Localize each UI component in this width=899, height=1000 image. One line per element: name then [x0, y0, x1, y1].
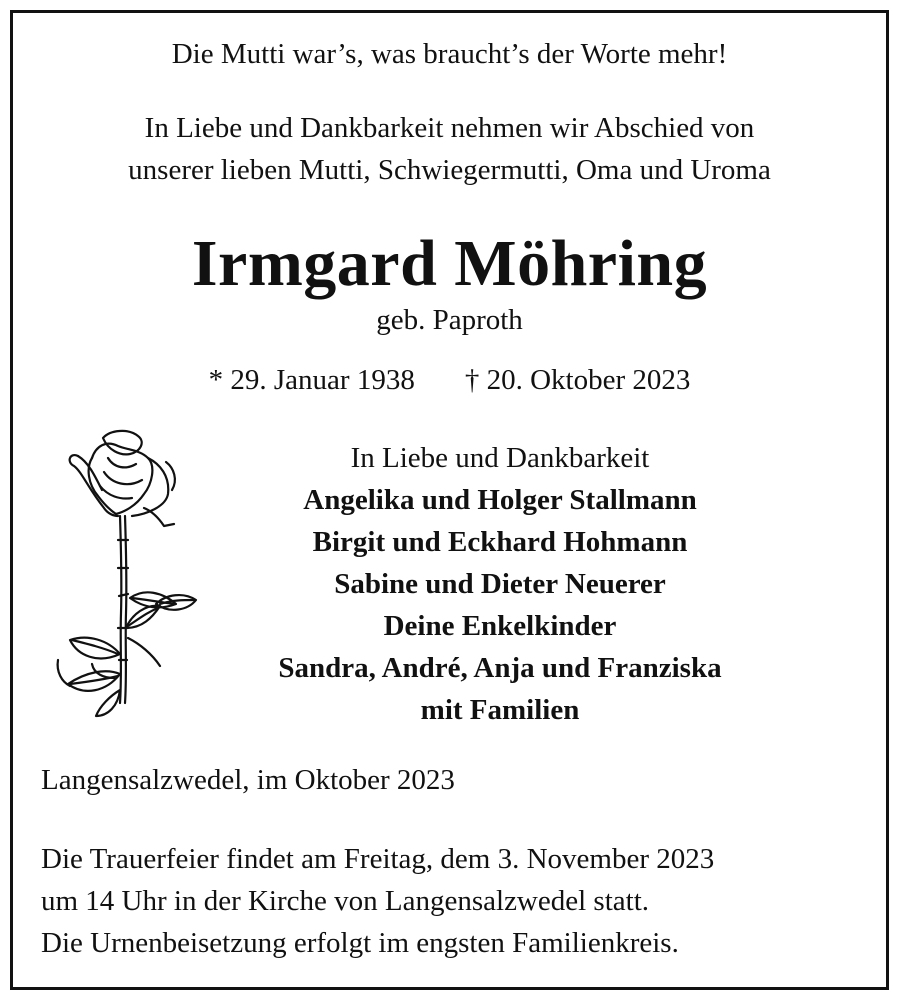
- service-info: [41, 838, 714, 964]
- mourner-line: Sabine und Dieter Neuerer: [334, 568, 666, 600]
- service-line: Die Urnenbeisetzung erfolgt im engsten Familienkreis.: [41, 927, 679, 959]
- birth-date: * 29. Januar 1938: [208, 364, 415, 396]
- service-line: um 14 Uhr in der Kirche von Langensalzwedel statt.: [41, 885, 650, 917]
- death-date: † 20. Oktober 2023: [464, 364, 691, 396]
- mourners-block: [200, 437, 800, 731]
- life-dates: [0, 362, 899, 398]
- intro-line-2: unserer lieben Mutti, Schwiegermutti, Oma und Uroma: [128, 154, 771, 186]
- mourner-line: Angelika und Holger Stallmann: [303, 484, 697, 516]
- intro-line-1: In Liebe und Dankbarkeit nehmen wir Abschied von: [144, 112, 755, 144]
- mourner-line: Birgit und Eckhard Hohmann: [312, 526, 688, 558]
- service-line: Die Trauerfeier findet am Freitag, dem 3. November 2023: [41, 843, 715, 875]
- mourner-line: mit Familien: [420, 694, 580, 726]
- mourner-line: Deine Enkelkinder: [383, 610, 617, 642]
- mourners-intro: In Liebe und Dankbarkeit: [350, 442, 650, 474]
- motto: Die Mutti war’s, was braucht’s der Worte mehr!: [171, 38, 728, 70]
- rose-illustration: [48, 428, 208, 718]
- deceased-name: Irmgard Möhring: [191, 227, 708, 300]
- place-date: Langensalzwedel, im Oktober 2023: [41, 764, 455, 796]
- birth-name: geb. Paproth: [376, 304, 523, 336]
- mourner-line: Sandra, André, Anja und Franziska: [278, 652, 722, 684]
